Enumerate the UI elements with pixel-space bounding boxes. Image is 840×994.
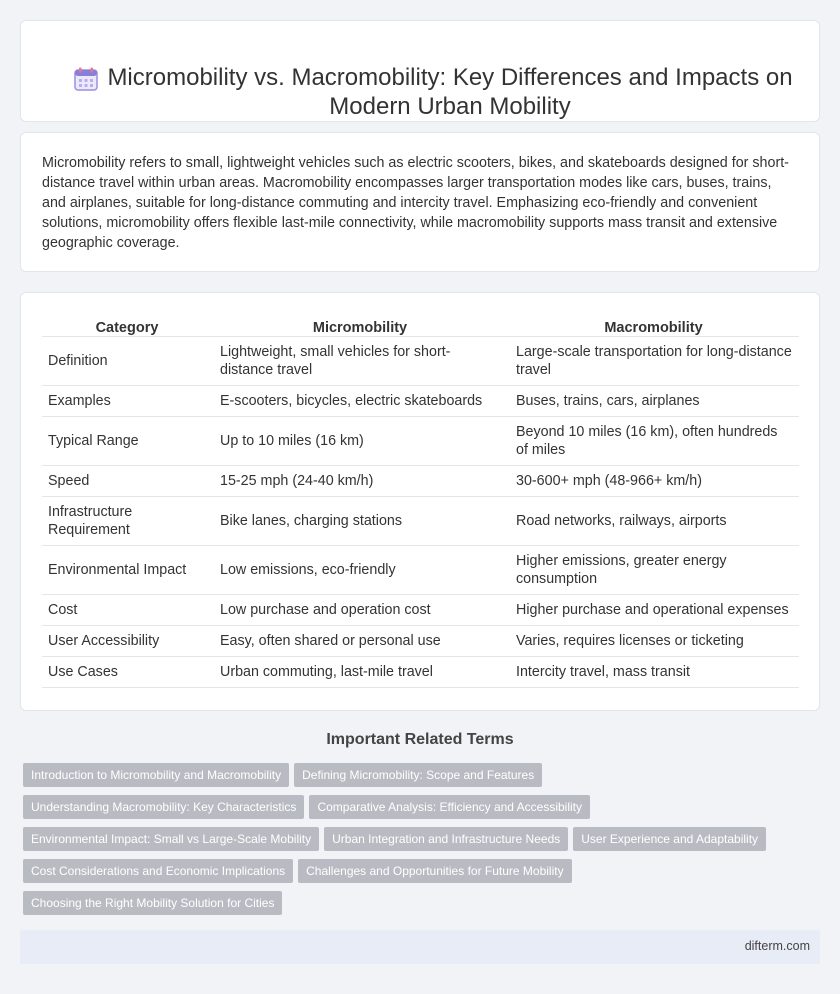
row-macromobility: Road networks, railways, airports [508, 497, 799, 546]
row-micromobility: Low purchase and operation cost [212, 595, 508, 626]
row-category: Infrastructure Requirement [42, 497, 212, 546]
row-micromobility: Urban commuting, last-mile travel [212, 657, 508, 688]
table-row [42, 626, 799, 657]
page-title: Micromobility vs. Macromobility: Key Differences and Impacts on Modern Urban Mobility [107, 64, 793, 120]
row-category: Definition [42, 337, 212, 386]
table-row [42, 657, 799, 688]
related-term-tag[interactable]: Challenges and Opportunities for Future Mobility [298, 859, 571, 883]
row-category: Environmental Impact [42, 546, 212, 595]
related-term-tag[interactable]: Environmental Impact: Small vs Large-Scale Mobility [23, 827, 319, 851]
row-micromobility: Low emissions, eco-friendly [212, 546, 508, 595]
row-category: Use Cases [42, 657, 212, 688]
row-category: Cost [42, 595, 212, 626]
row-macromobility: Large-scale transportation for long-distance travel [508, 337, 799, 386]
row-micromobility: Lightweight, small vehicles for short-distance travel [212, 337, 508, 386]
row-category: Examples [42, 386, 212, 417]
related-term-tag[interactable]: Urban Integration and Infrastructure Needs [324, 827, 568, 851]
table-row [42, 337, 799, 386]
row-macromobility: Higher purchase and operational expenses [508, 595, 799, 626]
comparison-table [42, 311, 799, 688]
row-micromobility: 15-25 mph (24-40 km/h) [212, 466, 508, 497]
row-micromobility: Bike lanes, charging stations [212, 497, 508, 546]
header-macromobility: Macromobility [508, 311, 799, 337]
related-term-tag[interactable]: Understanding Macromobility: Key Characteristics [23, 795, 304, 819]
comparison-card [20, 292, 820, 711]
table-row [42, 546, 799, 595]
related-terms-list [23, 763, 783, 923]
site-name[interactable]: difterm.com [744, 939, 810, 953]
row-category: User Accessibility [42, 626, 212, 657]
header-category: Category [42, 311, 212, 337]
related-term-tag[interactable]: Defining Micromobility: Scope and Features [294, 763, 542, 787]
row-micromobility: Up to 10 miles (16 km) [212, 417, 508, 466]
row-macromobility: Buses, trains, cars, airplanes [508, 386, 799, 417]
table-row [42, 386, 799, 417]
row-micromobility: E-scooters, bicycles, electric skateboards [212, 386, 508, 417]
intro-paragraph: Micromobility refers to small, lightweight vehicles such as electric scooters, bikes, and skateboards designed for short-distance travel within urban areas. Macromobility encompasses larger transportation modes like cars, buses, trains, and airplanes, suitable for long-distance commuting and intercity travel. Emphasizing eco-friendly and convenient solutions, micromobility offers flexible last-mile connectivity, while macromobility supports mass transit and extensive geographic coverage. [42, 155, 789, 251]
table-row [42, 417, 799, 466]
row-category: Typical Range [42, 417, 212, 466]
calendar-icon [73, 66, 99, 92]
row-macromobility: Higher emissions, greater energy consumption [508, 546, 799, 595]
related-term-tag[interactable]: Introduction to Micromobility and Macromobility [23, 763, 289, 787]
table-row [42, 497, 799, 546]
row-macromobility: Intercity travel, mass transit [508, 657, 799, 688]
intro-card [20, 132, 820, 272]
row-macromobility: Beyond 10 miles (16 km), often hundreds of miles [508, 417, 799, 466]
related-term-tag[interactable]: User Experience and Adaptability [573, 827, 766, 851]
title-card [20, 20, 820, 122]
related-term-tag[interactable]: Cost Considerations and Economic Implications [23, 859, 293, 883]
row-macromobility: Varies, requires licenses or ticketing [508, 626, 799, 657]
table-header-row [42, 311, 799, 337]
footer [20, 930, 820, 964]
table-row [42, 595, 799, 626]
table-row [42, 466, 799, 497]
related-terms-heading: Important Related Terms [326, 731, 514, 748]
related-term-tag[interactable]: Choosing the Right Mobility Solution for Cities [23, 891, 282, 915]
row-macromobility: 30-600+ mph (48-966+ km/h) [508, 466, 799, 497]
row-micromobility: Easy, often shared or personal use [212, 626, 508, 657]
related-term-tag[interactable]: Comparative Analysis: Efficiency and Accessibility [309, 795, 590, 819]
row-category: Speed [42, 466, 212, 497]
header-micromobility: Micromobility [212, 311, 508, 337]
